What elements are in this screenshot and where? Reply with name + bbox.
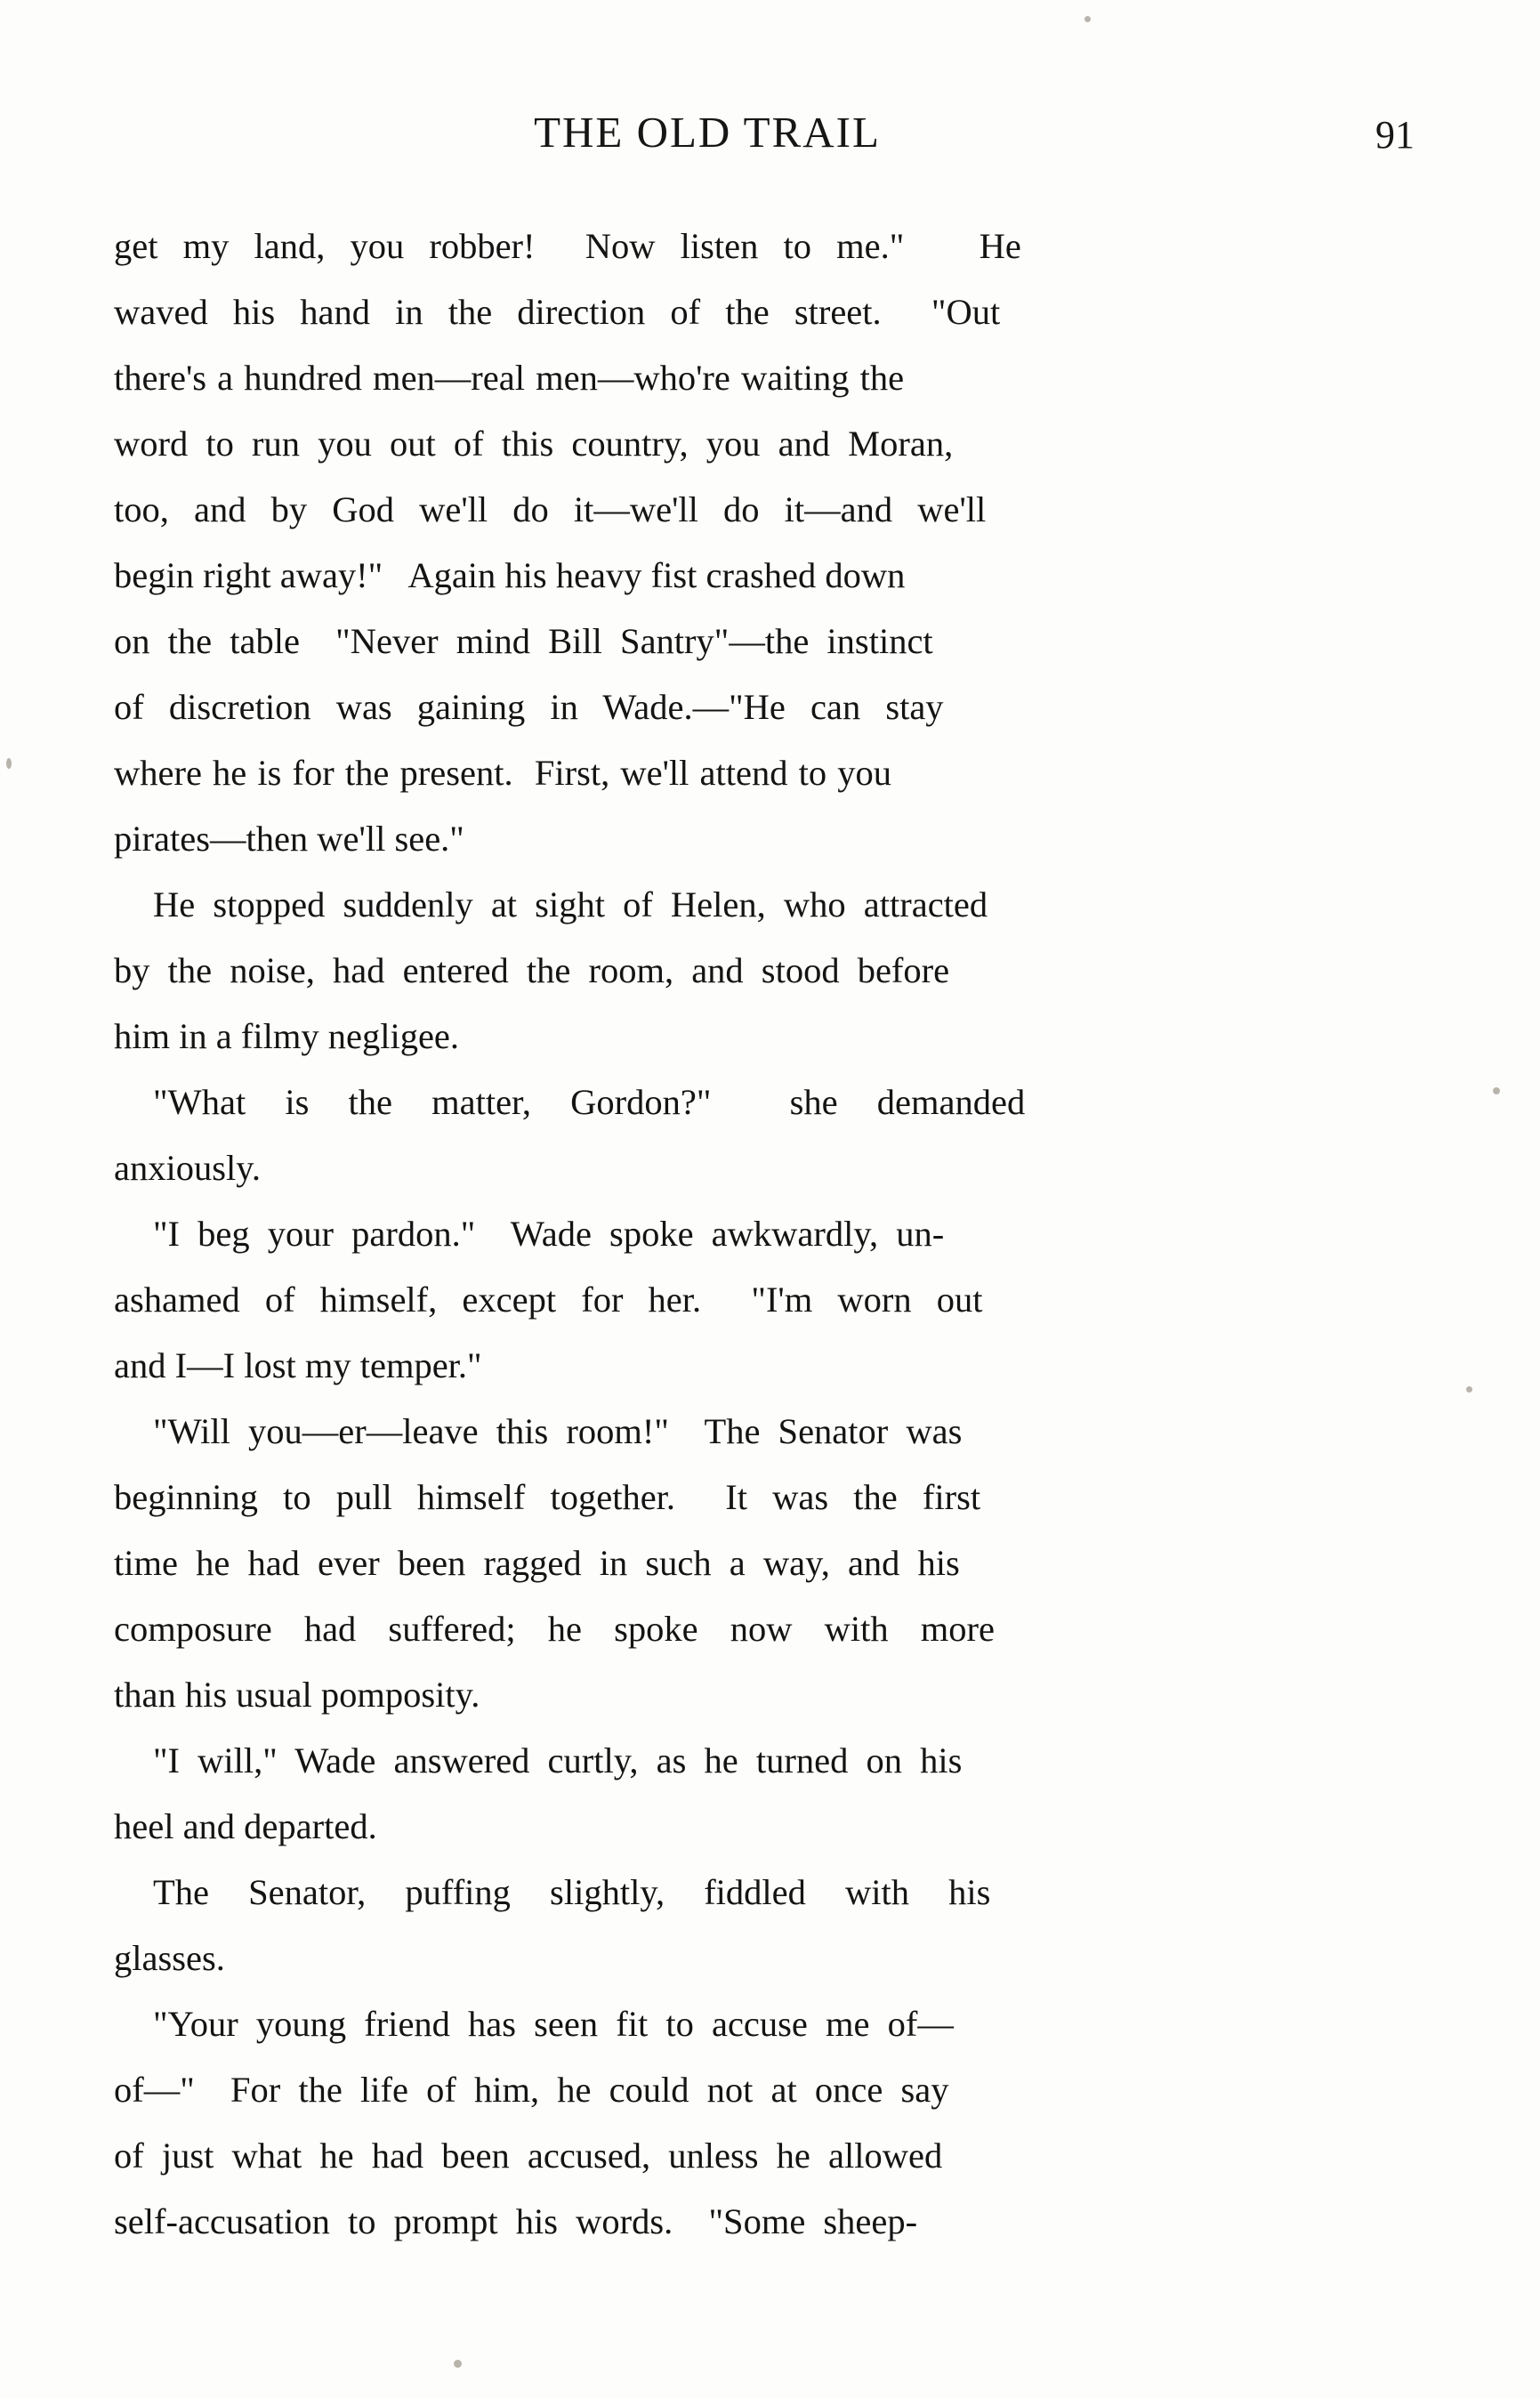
text-line: self-accusation to prompt his words. "Some sheep-	[114, 2201, 918, 2241]
text-line: too, and by God we'll do it—we'll do it—and we'll	[114, 489, 987, 529]
page-body	[114, 214, 1422, 2255]
text-line: time he had ever been ragged in such a way, and his	[114, 1543, 960, 1583]
paragraph-6	[114, 1728, 1422, 1860]
text-line: waved his hand in the direction of the street. "Out	[114, 292, 1001, 332]
text-line: there's a hundred men—real men—who're waiting the	[114, 358, 905, 398]
page-number: 91	[1375, 113, 1415, 157]
text-line: pirates—then we'll see."	[114, 819, 464, 859]
paragraph-8	[114, 1991, 1422, 2255]
paper-speck	[1493, 1087, 1500, 1094]
text-line: beginning to pull himself together. It was the first	[114, 1477, 981, 1517]
text-line: glasses.	[114, 1938, 225, 1978]
text-line: "I will," Wade answered curtly, as he turned on his	[153, 1740, 963, 1780]
text-line: He stopped suddenly at sight of Helen, who attracted	[153, 884, 988, 924]
paper-speck	[6, 758, 12, 769]
running-title: THE OLD TRAIL	[534, 108, 881, 157]
text-line: heel and departed.	[114, 1806, 377, 1846]
page-header	[133, 107, 1415, 169]
text-line: "Your young friend has seen fit to accuse me of—	[153, 2004, 954, 2044]
text-line: The Senator, puffing slightly, fiddled with his	[153, 1872, 991, 1912]
text-line: "Will you—er—leave this room!" The Senator was	[153, 1411, 963, 1451]
paper-speck	[1466, 1386, 1472, 1393]
text-line: him in a filmy negligee.	[114, 1016, 460, 1056]
text-line: of just what he had been accused, unless he allowed	[114, 2136, 943, 2176]
text-line: ashamed of himself, except for her. "I'm worn out	[114, 1280, 983, 1320]
text-line: begin right away!" Again his heavy fist crashed down	[114, 555, 906, 595]
text-line: by the noise, had entered the room, and stood before	[114, 950, 950, 990]
text-line: word to run you out of this country, you and Moran,	[114, 424, 954, 464]
text-line: composure had suffered; he spoke now with more	[114, 1609, 995, 1649]
text-line: on the table "Never mind Bill Santry"—the instinct	[114, 621, 933, 661]
paragraph-3	[114, 1070, 1422, 1201]
paragraph-2	[114, 872, 1422, 1070]
text-line: "I beg your pardon." Wade spoke awkwardly, un-	[153, 1214, 945, 1254]
paragraph-7	[114, 1860, 1422, 1991]
paragraph-5	[114, 1399, 1422, 1728]
text-line: anxiously.	[114, 1148, 261, 1188]
text-line: "What is the matter, Gordon?" she demanded	[153, 1082, 1026, 1122]
text-line: of discretion was gaining in Wade.—"He can stay	[114, 687, 944, 727]
paper-speck	[1084, 16, 1091, 22]
text-line: where he is for the present. First, we'll attend to you	[114, 753, 891, 793]
text-line: get my land, you robber! Now listen to me." He	[114, 226, 1021, 266]
text-line: of—" For the life of him, he could not at once say	[114, 2070, 949, 2110]
paragraph-1	[114, 214, 1422, 872]
text-line: and I—I lost my temper."	[114, 1345, 482, 1385]
paper-speck	[454, 2360, 462, 2368]
paragraph-4	[114, 1201, 1422, 1399]
text-line: than his usual pomposity.	[114, 1675, 480, 1715]
